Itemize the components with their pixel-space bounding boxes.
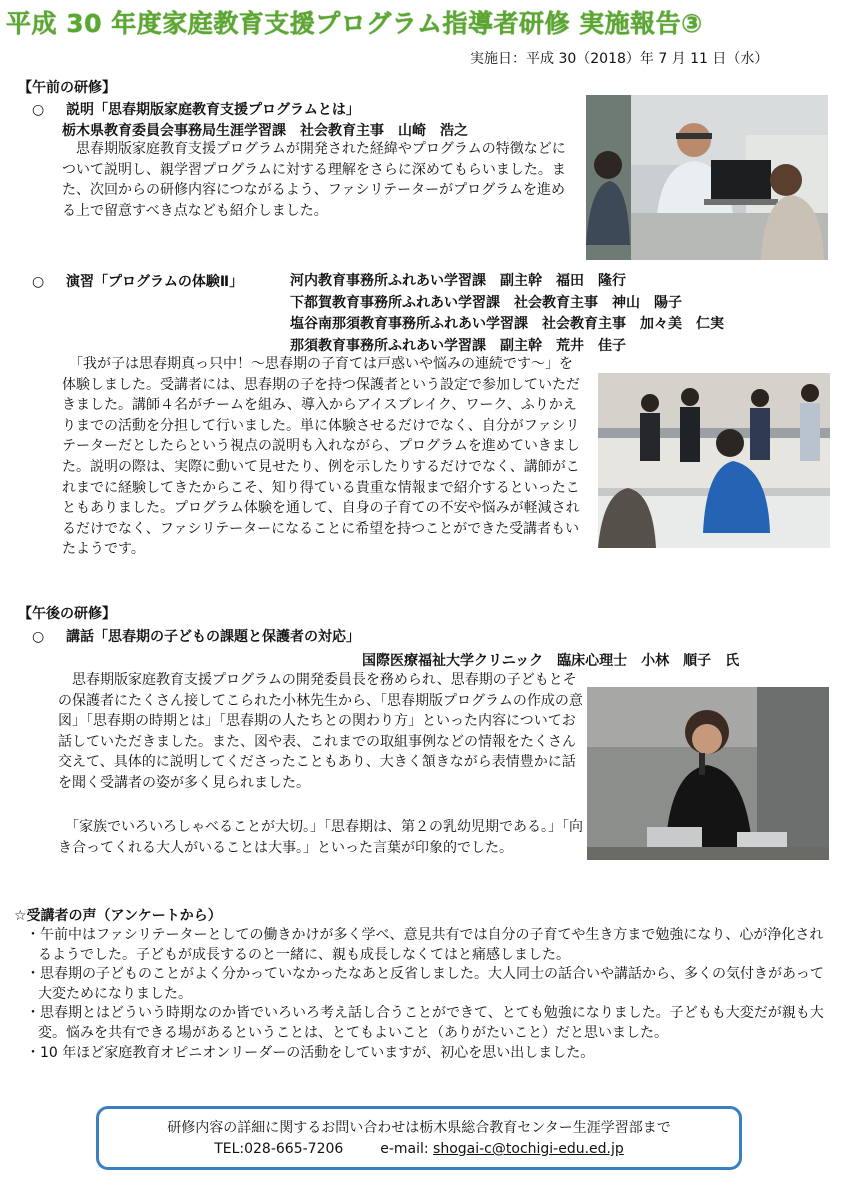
contact-details [99,1141,739,1157]
contact-mail-link[interactable]: shogai-c@tochigi-edu.ed.jp [433,1141,624,1157]
morning-item1-speaker: 栃木県教育委員会事務局生涯学習課 社会教育主事 山崎 浩之 [62,123,468,139]
contact-box [96,1106,742,1170]
morning-item1-body: 思春期版家庭教育支援プログラムが開発された経緯やプログラムの特徴などについて説明し、親学習プログラムに対する理解をさらに深めてもらいました。また、次回からの研修内容につながるよう、ファシリテーターがプログラムを進める上で留意すべき点なども紹介しました。 [62,141,566,219]
list-item: ・思春期の子どものことがよく分かっていなかったなあと反省しました。大人同士の話合いや講話から、多くの気付きがあって大変ためになりました。 [26,966,824,1002]
photo-lecturer-image [587,687,829,860]
photo-lecture-presenter-image [586,95,828,260]
afternoon-item1-title [32,626,360,646]
circle-marker-icon: ○ [32,629,45,645]
voices-list [26,926,836,1063]
item-title-text: 演習「プログラムの体験Ⅱ」 [66,274,244,290]
contact-tel: TEL:028-665-7206 [214,1141,344,1157]
morning-item2-speakers [290,271,724,357]
afternoon-item1-body: 思春期版家庭教育支援プログラムの開発委員長を務められ、思春期の子どもとその保護者にたくさん接してこられた小林先生から、「思春期版プログラムの作成の意図」「思春期の時期とは」「思春期の人たちとの関わり方」といった内容についてお話していただきました。また、図や表、これまでの取組事例などの情報をたくさん交えて、具体的に説明してくださったこともあり、大きく頷きながら表情豊かに話を聞く受講者の姿が多く見られました。 [58,672,583,791]
item-title-text: 講話「思春期の子どもの課題と保護者の対応」 [66,629,360,645]
photo-facilitators-image [598,373,830,548]
item-title-text: 説明「思春期版家庭教育支援プログラムとは」 [66,102,360,118]
afternoon-item1-speaker: 国際医療福祉大学クリニック 臨床心理士 小林 順子 氏 [362,653,740,669]
photo-lecture-presenter [586,95,828,260]
speaker-line: 下都賀教育事務所ふれあい学習課 社会教育主事 神山 陽子 [290,294,682,311]
list-item: ・10 年ほど家庭教育オピニオンリーダーの活動をしていますが、初心を思い出しました。 [26,1044,595,1061]
morning-item1-title [32,99,360,119]
afternoon-heading: 【午後の研修】 [18,606,116,622]
morning-item2-body: 「我が子は思春期真っ只中！～思春期の子育ては戸惑いや悩みの連続です～」を体験しました。受講者には、思春期の子を持つ保護者という設定で参加していただきました。講師４名がチームを組み、導入からアイスブレイク、ワーク、ふりかえりまでの活動を分担して行いました。単に体験させるだけでなく、自分がファシリテーターだとしたらという視点の説明も入れながら、プログラムを進めていきました。説明の際は、実際に動いて見せたり、例を示したりするだけでなく、講師がこれまでに経験してきたからこそ、知り得ている貴重な情報まで紹介するといったこともありました。プログラム体験を通して、自身の子育ての不安や悩みが軽減されるだけでなく、ファシリテーターになることに希望を持つことができた受講者もいたようです。 [62,356,580,558]
contact-text: 研修内容の詳細に関するお問い合わせは栃木県総合教育センター生涯学習部まで [167,1120,671,1136]
event-date: 実施日：平成 30（2018）年 7 月 11 日（水） [470,51,769,67]
circle-marker-icon: ○ [32,274,45,290]
speaker-line: 河内教育事務所ふれあい学習課 副主幹 福田 隆行 [290,273,626,289]
contact-mail-label: e-mail: [380,1141,429,1157]
list-item: ・午前中はファシリテーターとしての働きかけが多く学べ、意見共有では自分の子育てや生き方まで勉強になり、心が浄化されるようでした。子どもが成長するのと一緒に、親も成長しなくてはと痛感しました。 [26,927,824,963]
voices-heading: ☆受講者の声（アンケートから） [14,908,222,924]
speaker-line: 那須教育事務所ふれあい学習課 副主幹 荒井 佳子 [290,337,626,354]
morning-heading: 【午前の研修】 [18,80,116,96]
afternoon-item1-body2: 「家族でいろいろしゃべることが大切。」「思春期は、第２の乳幼児期である。」「向き合ってくれる大人がいることは大事。」といった言葉が印象的でした。 [58,819,583,856]
speaker-line: 塩谷南那須教育事務所ふれあい学習課 社会教育主事 加々美 仁実 [290,316,724,332]
page-title: 平成 30 年度家庭教育支援プログラム指導者研修 実施報告③ [6,9,703,38]
photo-facilitators [598,373,830,548]
list-item: ・思春期とはどういう時期なのか皆でいろいろ考え話し合うことができて、とても勉強になりました。子どもも大変だが親も大変。悩みを共有できる場があるということは、とてもよいこと（ありがたいこと）だと思いました。 [26,1005,824,1041]
photo-lecturer [587,687,829,860]
circle-marker-icon: ○ [32,102,45,118]
morning-item2-title [32,271,243,291]
